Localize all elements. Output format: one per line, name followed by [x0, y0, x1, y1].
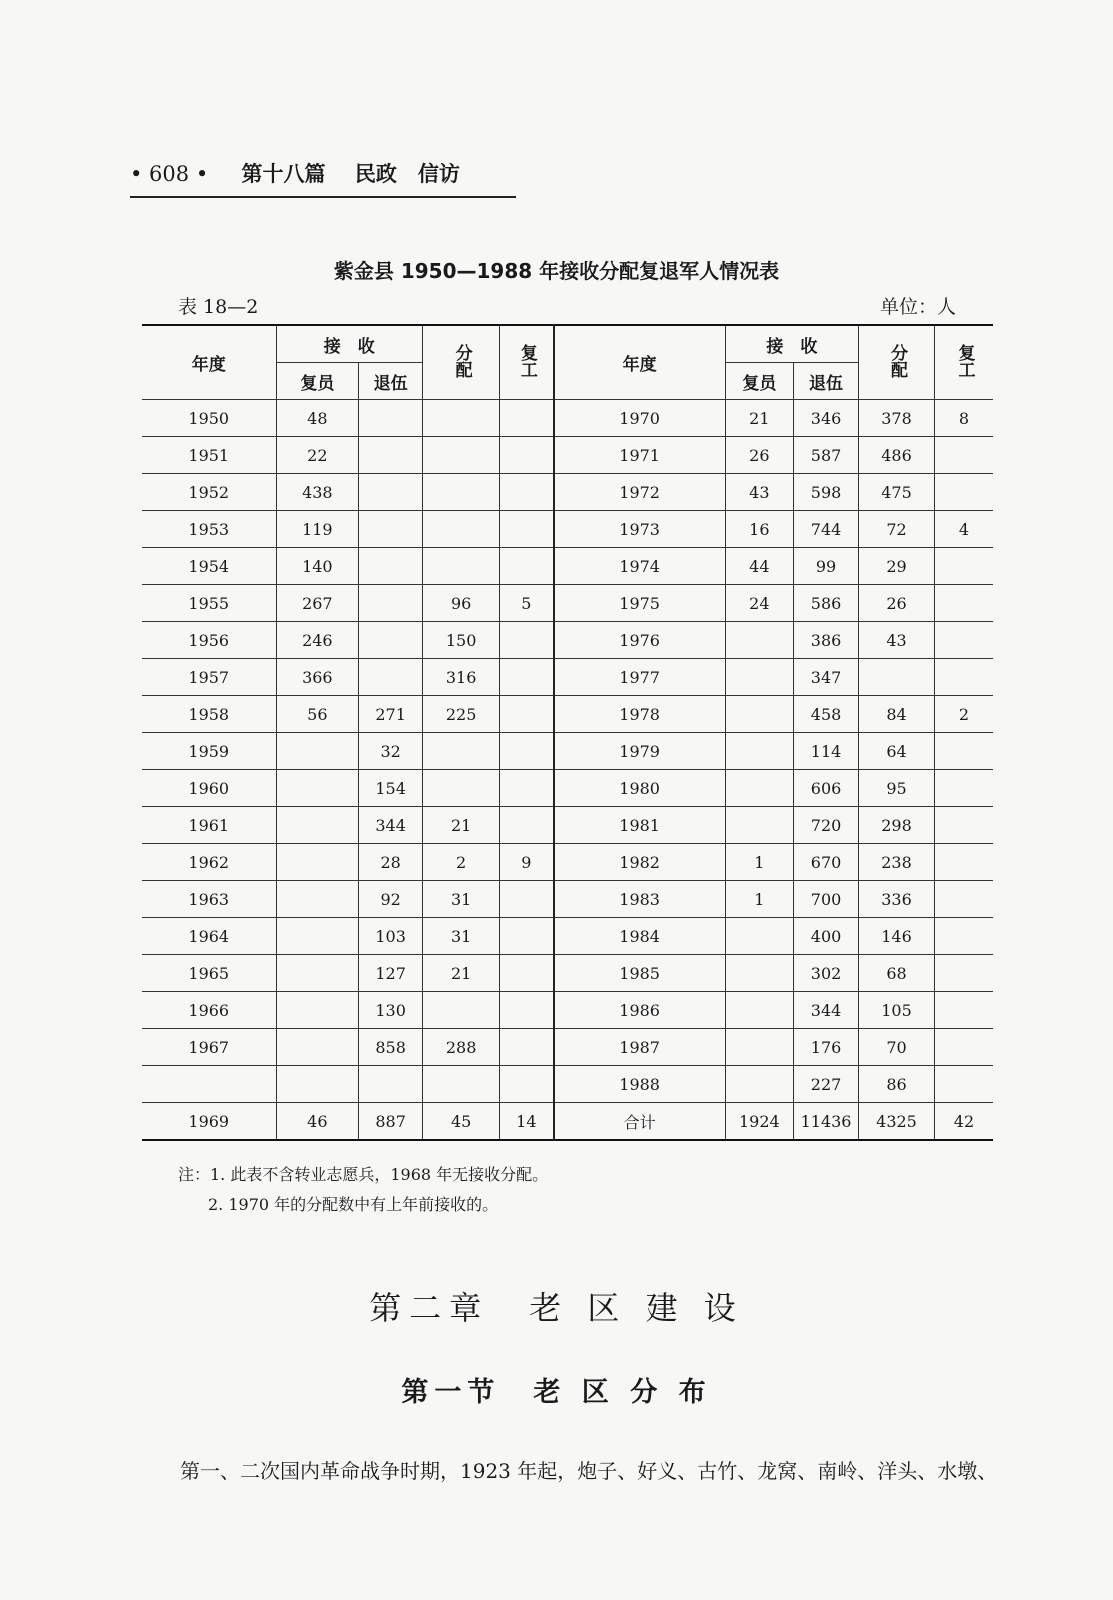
table-cell [500, 1029, 554, 1066]
table-cell: 344 [359, 807, 423, 844]
table-cell [423, 474, 500, 511]
table-cell: 1966 [142, 992, 276, 1029]
table-cell [934, 548, 993, 585]
table-cell: 28 [359, 844, 423, 881]
table-cell: 43 [859, 622, 935, 659]
header-demobilized: 复员 [276, 363, 359, 400]
table-cell: 130 [359, 992, 423, 1029]
table-cell [276, 1029, 359, 1066]
table-cell: 1984 [554, 918, 726, 955]
table-cell [500, 992, 554, 1029]
table-cell: 400 [793, 918, 858, 955]
table-cell: 1957 [142, 659, 276, 696]
table-cell [934, 474, 993, 511]
table-title: 紫金县 1950—1988 年接收分配复退军人情况表 [333, 259, 780, 283]
table-cell: 29 [859, 548, 935, 585]
header-reinstated-label-2: 复工 [954, 343, 975, 378]
table-cell [725, 955, 793, 992]
table-cell [500, 918, 554, 955]
table-cell: 298 [859, 807, 935, 844]
table-cell [859, 659, 935, 696]
table-cell: 475 [859, 474, 935, 511]
header-demobilized-2: 复员 [725, 363, 793, 400]
table-cell: 43 [725, 474, 793, 511]
table-cell: 1961 [142, 807, 276, 844]
header-assigned-label-2: 分配 [887, 343, 907, 378]
table-cell [934, 807, 993, 844]
table-cell [142, 1066, 276, 1103]
table-cell [725, 696, 793, 733]
table-cell [359, 511, 423, 548]
table-unit: 单位：人 [880, 296, 957, 318]
table-cell [423, 400, 500, 437]
table-cell: 16 [725, 511, 793, 548]
table-cell [276, 733, 359, 770]
table-cell [934, 437, 993, 474]
table-cell: 246 [276, 622, 359, 659]
table-cell: 1960 [142, 770, 276, 807]
table-row [142, 992, 993, 1029]
table-cell: 21 [423, 955, 500, 992]
table-cell: 64 [859, 733, 935, 770]
table-cell [500, 437, 554, 474]
table-cell [500, 881, 554, 918]
table-cell [934, 659, 993, 696]
table-cell [725, 770, 793, 807]
table-cell: 1985 [554, 955, 726, 992]
table-cell: 72 [859, 511, 935, 548]
table-cell: 887 [359, 1103, 423, 1141]
table-cell [725, 659, 793, 696]
table-cell: 1969 [142, 1103, 276, 1141]
table-cell [423, 733, 500, 770]
table-cell: 700 [793, 881, 858, 918]
table-cell: 1950 [142, 400, 276, 437]
table-row [142, 807, 993, 844]
table-cell: 4 [934, 511, 993, 548]
table-cell [725, 622, 793, 659]
table-cell: 22 [276, 437, 359, 474]
table-cell: 225 [423, 696, 500, 733]
table-cell: 86 [859, 1066, 935, 1103]
table-cell: 176 [793, 1029, 858, 1066]
table-cell: 2 [423, 844, 500, 881]
table-cell [359, 1066, 423, 1103]
part-label: 第十八篇 [241, 161, 326, 186]
table-cell: 486 [859, 437, 935, 474]
table-cell [500, 1066, 554, 1103]
table-row [142, 955, 993, 992]
table-cell [359, 659, 423, 696]
table-cell: 26 [859, 585, 935, 622]
table-cell: 366 [276, 659, 359, 696]
table-cell: 1977 [554, 659, 726, 696]
table-row [142, 659, 993, 696]
table-cell: 46 [276, 1103, 359, 1141]
table-cell: 146 [859, 918, 935, 955]
header-retired-2: 退伍 [793, 363, 858, 400]
section-title: 第一节 老 区 分 布 [401, 1377, 712, 1408]
table-cell: 5 [500, 585, 554, 622]
page-number: • 608 • [130, 162, 209, 186]
table-cell [276, 992, 359, 1029]
table-cell [423, 437, 500, 474]
table-cell: 96 [423, 585, 500, 622]
table-cell: 858 [359, 1029, 423, 1066]
table-cell [500, 955, 554, 992]
table-cell: 31 [423, 918, 500, 955]
table-cell: 2 [934, 696, 993, 733]
table-cell [276, 1066, 359, 1103]
table-cell: 103 [359, 918, 423, 955]
table-cell [276, 955, 359, 992]
table-cell [500, 548, 554, 585]
table-cell: 127 [359, 955, 423, 992]
table-cell: 84 [859, 696, 935, 733]
table-cell: 92 [359, 881, 423, 918]
header-reinstated-label: 复工 [516, 343, 537, 378]
table-row [142, 881, 993, 918]
table-cell [500, 807, 554, 844]
table-cell: 744 [793, 511, 858, 548]
veterans-table [142, 324, 993, 1141]
table-cell [423, 511, 500, 548]
table-cell: 114 [793, 733, 858, 770]
table-cell: 1986 [554, 992, 726, 1029]
table-cell: 1962 [142, 844, 276, 881]
table-cell [276, 770, 359, 807]
table-cell: 1979 [554, 733, 726, 770]
table-cell: 1978 [554, 696, 726, 733]
table-cell [500, 659, 554, 696]
table-cell: 1953 [142, 511, 276, 548]
table-cell [934, 1029, 993, 1066]
table-cell [934, 844, 993, 881]
table-cell: 271 [359, 696, 423, 733]
table-cell: 316 [423, 659, 500, 696]
header-assigned-label: 分配 [451, 343, 472, 378]
table-cell: 154 [359, 770, 423, 807]
table-cell: 438 [276, 474, 359, 511]
table-cell: 346 [793, 400, 858, 437]
header-reinstated-2 [934, 325, 993, 400]
table-cell: 1956 [142, 622, 276, 659]
table-cell [276, 807, 359, 844]
table-cell: 1952 [142, 474, 276, 511]
header-retired: 退伍 [359, 363, 423, 400]
table-cell: 1972 [554, 474, 726, 511]
table-body [142, 400, 993, 1141]
body-paragraph: 第一、二次国内革命战争时期，1923 年起，炮子、好义、古竹、龙窝、南岭、洋头、水墩、 [180, 1459, 998, 1483]
table-number: 表 18—2 [178, 296, 259, 318]
table-cell [934, 622, 993, 659]
table-row [142, 511, 993, 548]
table-cell [934, 955, 993, 992]
table-cell: 56 [276, 696, 359, 733]
header-receive-2: 接 收 [725, 325, 858, 363]
table-cell: 48 [276, 400, 359, 437]
table-cell: 45 [423, 1103, 500, 1141]
table-cell: 1959 [142, 733, 276, 770]
table-row [142, 696, 993, 733]
table-cell: 95 [859, 770, 935, 807]
table-cell: 1980 [554, 770, 726, 807]
table-cell: 42 [934, 1103, 993, 1141]
table-notes [178, 1160, 548, 1220]
table-cell: 150 [423, 622, 500, 659]
table-cell [500, 400, 554, 437]
table-cell: 587 [793, 437, 858, 474]
table-cell [934, 733, 993, 770]
running-head [130, 158, 516, 198]
table-cell: 70 [859, 1029, 935, 1066]
table-cell: 68 [859, 955, 935, 992]
table-cell [276, 844, 359, 881]
table-cell: 99 [793, 548, 858, 585]
table-cell: 378 [859, 400, 935, 437]
table-cell [276, 881, 359, 918]
table-cell [359, 548, 423, 585]
table-cell: 140 [276, 548, 359, 585]
table-cell: 合计 [554, 1103, 726, 1141]
table-cell: 1983 [554, 881, 726, 918]
table-cell: 8 [934, 400, 993, 437]
table-cell: 1973 [554, 511, 726, 548]
table-cell [423, 1066, 500, 1103]
table-cell: 347 [793, 659, 858, 696]
table-cell: 336 [859, 881, 935, 918]
table-cell: 21 [725, 400, 793, 437]
table-cell [423, 548, 500, 585]
table-cell [934, 881, 993, 918]
table-cell: 26 [725, 437, 793, 474]
table-cell: 238 [859, 844, 935, 881]
table-cell: 227 [793, 1066, 858, 1103]
table-cell: 1987 [554, 1029, 726, 1066]
table-cell: 1982 [554, 844, 726, 881]
table-cell: 1 [725, 881, 793, 918]
table-cell [725, 807, 793, 844]
table-cell: 288 [423, 1029, 500, 1066]
table-row [142, 733, 993, 770]
table-cell: 1924 [725, 1103, 793, 1141]
table-cell: 606 [793, 770, 858, 807]
table-cell [725, 918, 793, 955]
table-cell: 24 [725, 585, 793, 622]
table-cell: 32 [359, 733, 423, 770]
table-cell: 458 [793, 696, 858, 733]
table-cell [934, 770, 993, 807]
table-cell [359, 437, 423, 474]
table-cell: 119 [276, 511, 359, 548]
table-row [142, 1103, 993, 1141]
table-cell [934, 918, 993, 955]
header-reinstated [500, 325, 554, 400]
note-1: 注：1. 此表不含转业志愿兵，1968 年无接收分配。 [178, 1165, 549, 1184]
table-cell [500, 733, 554, 770]
table-cell: 14 [500, 1103, 554, 1141]
header-year: 年度 [142, 325, 276, 400]
table-cell [725, 992, 793, 1029]
table-cell: 44 [725, 548, 793, 585]
table-cell [359, 585, 423, 622]
table-cell: 1974 [554, 548, 726, 585]
table-cell [934, 1066, 993, 1103]
table-cell [934, 585, 993, 622]
table-cell: 1967 [142, 1029, 276, 1066]
table-cell [725, 1029, 793, 1066]
table-cell [359, 622, 423, 659]
header-assigned-2 [859, 325, 935, 400]
table-cell: 1964 [142, 918, 276, 955]
table-cell [359, 400, 423, 437]
table-cell: 11436 [793, 1103, 858, 1141]
table-row [142, 474, 993, 511]
table-row [142, 400, 993, 437]
table-cell: 598 [793, 474, 858, 511]
table-cell: 1951 [142, 437, 276, 474]
table-cell [500, 511, 554, 548]
table-cell: 105 [859, 992, 935, 1029]
table-row [142, 585, 993, 622]
table-cell: 1975 [554, 585, 726, 622]
table-cell [500, 696, 554, 733]
table-cell [500, 770, 554, 807]
part-title: 民政 信访 [354, 161, 460, 186]
table-cell [725, 1066, 793, 1103]
table-row [142, 548, 993, 585]
table-cell: 1955 [142, 585, 276, 622]
table-cell: 386 [793, 622, 858, 659]
table-cell [423, 770, 500, 807]
table-cell: 1 [725, 844, 793, 881]
table-cell [423, 992, 500, 1029]
table-cell: 1971 [554, 437, 726, 474]
table-cell: 9 [500, 844, 554, 881]
table-cell: 720 [793, 807, 858, 844]
table-cell [500, 622, 554, 659]
table-cell: 586 [793, 585, 858, 622]
table-cell: 31 [423, 881, 500, 918]
chapter-title: 第二章 老 区 建 设 [369, 1289, 744, 1327]
table-row [142, 1066, 993, 1103]
table-cell: 670 [793, 844, 858, 881]
table-cell [359, 474, 423, 511]
note-2: 2. 1970 年的分配数中有上年前接收的。 [208, 1195, 499, 1214]
table-row [142, 770, 993, 807]
table-cell [934, 992, 993, 1029]
table-cell: 1958 [142, 696, 276, 733]
table-cell [500, 474, 554, 511]
header-receive: 接 收 [276, 325, 423, 363]
table-cell: 267 [276, 585, 359, 622]
table-cell: 344 [793, 992, 858, 1029]
table-cell: 1981 [554, 807, 726, 844]
table-cell: 1970 [554, 400, 726, 437]
table-cell: 1988 [554, 1066, 726, 1103]
table-cell: 4325 [859, 1103, 935, 1141]
table-cell [276, 918, 359, 955]
header-assigned [423, 325, 500, 400]
table-cell: 302 [793, 955, 858, 992]
table-row [142, 1029, 993, 1066]
table-row [142, 918, 993, 955]
table-cell: 21 [423, 807, 500, 844]
table-cell [725, 733, 793, 770]
table-cell: 1976 [554, 622, 726, 659]
table-cell: 1954 [142, 548, 276, 585]
table-cell: 1963 [142, 881, 276, 918]
header-year-2: 年度 [554, 325, 726, 400]
table-row [142, 844, 993, 881]
table-cell: 1965 [142, 955, 276, 992]
table-row [142, 622, 993, 659]
table-row [142, 437, 993, 474]
